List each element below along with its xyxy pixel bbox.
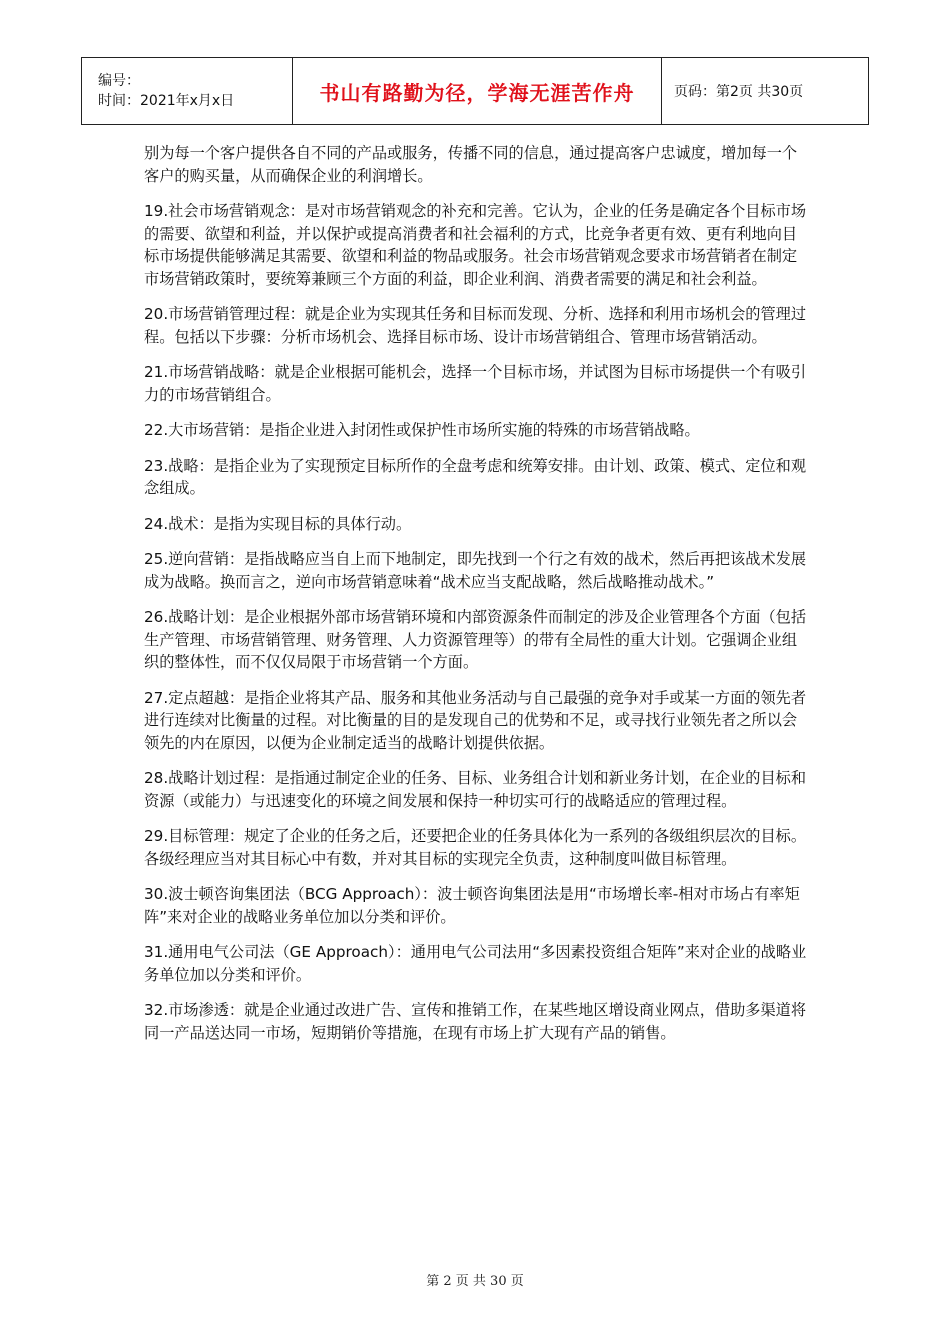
header-page-info: 页码：第2页 共30页	[662, 58, 869, 125]
paragraph: 20.市场营销管理过程：就是企业为实现其任务和目标而发现、分析、选择和利用市场机会的管理过程。包括以下步骤：分析市场机会、选择目标市场、设计市场营销组合、管理市场营销活动。	[144, 305, 807, 346]
header-meta-cell	[82, 58, 293, 125]
paragraph: 别为每一个客户提供各自不同的产品或服务，传播不同的信息，通过提高客户忠诚度，增加每一个客户的购买量，从而确保企业的利润增长。	[144, 144, 798, 185]
document-header	[81, 57, 869, 125]
paragraph: 27.定点超越：是指企业将其产品、服务和其他业务活动与自己最强的竞争对手或某一方面的领先者进行连续对比衡量的过程。对比衡量的目的是发现自己的优势和不足，或寻找行业领先者之所以会领先的内在原因，以便为企业制定适当的战略计划提供依据。	[144, 688, 807, 752]
paragraph: 31.通用电气公司法（GE Approach）：通用电气公司法用“多因素投资组合矩阵”来对企业的战略业务单位加以分类和评价。	[144, 943, 807, 984]
header-motto: 书山有路勤为径，学海无涯苦作舟	[293, 58, 662, 125]
paragraph: 29.目标管理：规定了企业的任务之后，还要把企业的任务具体化为一系列的各级组织层次的目标。各级经理应当对其目标心中有数，并对其目标的实现完全负责，这种制度叫做目标管理。	[144, 827, 807, 868]
paragraph: 19.社会市场营销观念：是对市场营销观念的补充和完善。它认为，企业的任务是确定各个目标市场的需要、欲望和利益，并以保护或提高消费者和社会福利的方式，比竞争者更有效、更有利地向目标市场提供能够满足其需要、欲望和利益的物品或服务。社会市场营销观念要求市场营销者在制定市场营销政策时，要统筹兼顾三个方面的利益，即企业利润、消费者需要的满足和社会利益。	[144, 202, 807, 288]
paragraph: 21.市场营销战略：就是企业根据可能机会，选择一个目标市场，并试图为目标市场提供一个有吸引力的市场营销组合。	[144, 363, 807, 404]
code-label: 编号：	[98, 73, 140, 89]
paragraph: 28.战略计划过程：是指通过制定企业的任务、目标、业务组合计划和新业务计划，在企业的目标和资源（或能力）与迅速变化的环境之间发展和保持一种切实可行的战略适应的管理过程。	[144, 769, 807, 810]
paragraph: 22.大市场营销：是指企业进入封闭性或保护性市场所实施的特殊的市场营销战略。	[144, 421, 700, 439]
paragraph: 32.市场渗透：就是企业通过改进广告、宣传和推销工作，在某些地区增设商业网点，借助多渠道将同一产品送达同一市场，短期销价等措施，在现有市场上扩大现有产品的销售。	[144, 1001, 807, 1042]
page-footer: 第 2 页 共 30 页	[426, 1274, 524, 1289]
paragraph: 24.战术：是指为实现目标的具体行动。	[144, 514, 412, 533]
date-label: 时间：2021年x月x日	[98, 93, 235, 109]
document-body	[144, 142, 810, 1057]
paragraph: 23.战略：是指企业为了实现预定目标所作的全盘考虑和统筹安排。由计划、政策、模式、定位和观念组成。	[144, 456, 807, 497]
paragraph: 25.逆向营销：是指战略应当自上而下地制定，即先找到一个行之有效的战术，然后再把该战术发展成为战略。换而言之，逆向市场营销意味着“战术应当支配战略，然后战略推动战术。”	[144, 550, 807, 591]
paragraph: 26.战略计划：是企业根据外部市场营销环境和内部资源条件而制定的涉及企业管理各个方面（包括生产管理、市场营销管理、财务管理、人力资源管理等）的带有全局性的重大计划。它强调企业组织的整体性，而不仅仅局限于市场营销一个方面。	[144, 608, 807, 671]
paragraph: 30.波士顿咨询集团法（BCG Approach）：波士顿咨询集团法是用“市场增长率-相对市场占有率矩阵”来对企业的战略业务单位加以分类和评价。	[144, 885, 800, 926]
